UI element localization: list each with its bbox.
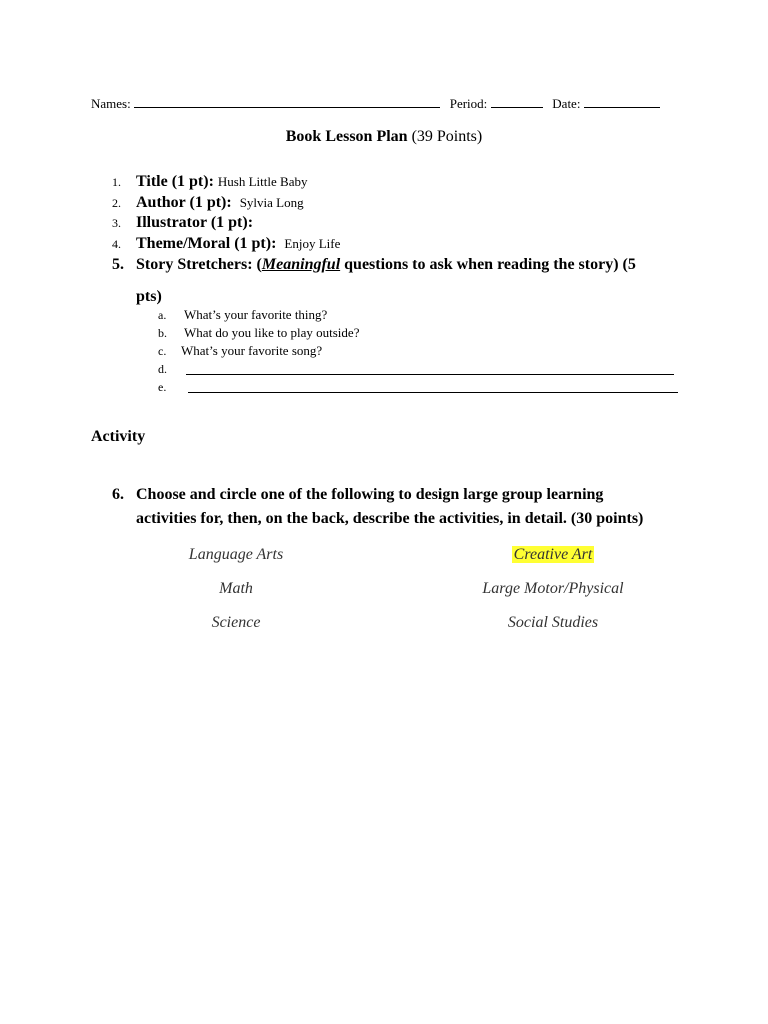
list-item-illustrator: 3. Illustrator (1 pt): — [112, 214, 254, 231]
list-item-story-stretchers: 5. Story Stretchers: (Meaningful questions to ask when reading the story) (5 — [112, 256, 636, 273]
option-science[interactable]: Science — [211, 614, 261, 631]
date-label: Date: — [552, 96, 581, 111]
list-item-author: 2. Author (1 pt): Sylvia Long — [112, 194, 304, 211]
title-label: Title (1 pt): — [136, 173, 214, 190]
theme-label: Theme/Moral (1 pt): — [136, 235, 277, 252]
activity-heading: Activity — [91, 428, 146, 445]
author-label: Author (1 pt): — [136, 194, 232, 211]
option-math[interactable]: Math — [219, 580, 253, 597]
theme-value: Enjoy Life — [284, 236, 341, 251]
list-item-title: 1. Title (1 pt): Hush Little Baby — [112, 173, 308, 190]
names-label: Names: — [91, 96, 131, 111]
option-social-studies[interactable]: Social Studies — [507, 614, 599, 631]
story-stretchers-wrap: pts) — [136, 288, 162, 305]
date-field[interactable] — [584, 95, 660, 108]
names-field[interactable] — [134, 95, 440, 108]
question-e: e. — [158, 380, 167, 394]
question-b: b. What do you like to play outside? — [158, 325, 360, 340]
page-title-points: (39 Points) — [411, 128, 483, 145]
page-title — [0, 128, 768, 146]
selected-highlight: Creative Art — [513, 546, 593, 563]
question-a: a. What’s your favorite thing? — [158, 307, 328, 322]
illustrator-label: Illustrator (1 pt): — [136, 214, 254, 231]
option-large-motor-physical[interactable]: Large Motor/Physical — [482, 580, 624, 597]
question-c: c. What’s your favorite song? — [158, 343, 323, 358]
activity-choice-line2: activities for, then, on the back, describe the activities, in detail. (30 points) — [136, 510, 644, 527]
period-label: Period: — [449, 96, 488, 111]
question-d: d. — [158, 362, 167, 376]
question-d-line[interactable] — [186, 374, 674, 375]
title-value: Hush Little Baby — [217, 174, 308, 189]
option-creative-art[interactable] — [453, 546, 653, 564]
question-e-line[interactable] — [188, 392, 678, 393]
period-field[interactable] — [491, 95, 543, 108]
list-item-activity-choice: 6. Choose and circle one of the following to design large group learning — [112, 486, 604, 503]
page-title-bold: Book Lesson Plan — [285, 128, 408, 145]
list-item-theme: 4. Theme/Moral (1 pt): Enjoy Life — [112, 235, 341, 252]
author-value: Sylvia Long — [239, 195, 304, 210]
header-row — [91, 95, 660, 112]
meaningful-emphasis: Meaningful — [261, 256, 341, 273]
option-language-arts[interactable]: Language Arts — [188, 546, 284, 563]
